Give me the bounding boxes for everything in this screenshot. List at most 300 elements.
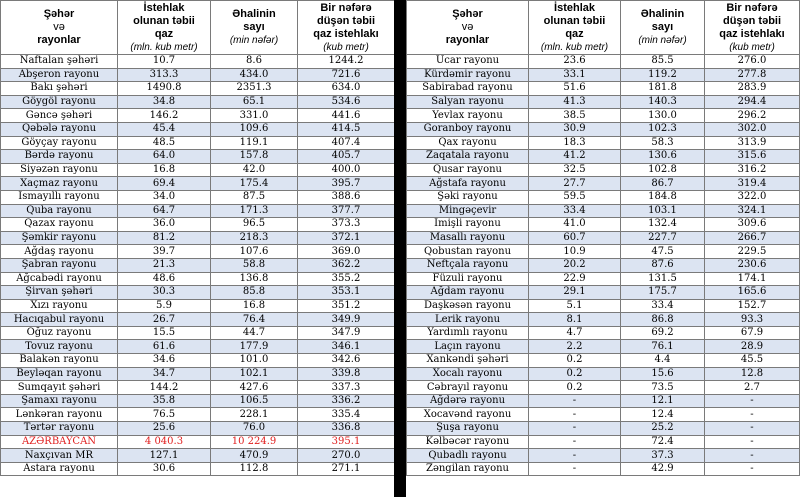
header-gas-consumed: İstehlak olunan təbii qaz (mln. kub metr): [529, 1, 621, 55]
cell-region: Cəbrayıl rayonu: [407, 381, 529, 395]
cell-gas-consumed: 35.8: [118, 394, 211, 408]
cell-population: 109.6: [211, 122, 298, 136]
cell-per-capita: 395.1: [298, 435, 395, 449]
cell-population: 103.1: [621, 204, 705, 218]
cell-region: Ağdaş rayonu: [1, 245, 118, 259]
right-table-section: [406, 0, 799, 476]
cell-gas-consumed: 64.0: [118, 150, 211, 164]
table-row: [1, 422, 395, 436]
cell-gas-consumed: 1490.8: [118, 82, 211, 96]
cell-per-capita: 395.7: [298, 177, 395, 191]
cell-gas-consumed: 30.6: [118, 462, 211, 476]
header-per-capita: Bir nəfərə düşən təbii qaz istehlakı (kub metr): [705, 1, 800, 55]
cell-population: 33.4: [621, 299, 705, 313]
cell-gas-consumed: 60.7: [529, 231, 621, 245]
cell-per-capita: 302.0: [705, 122, 800, 136]
cell-per-capita: 347.9: [298, 326, 395, 340]
table-row: [407, 231, 800, 245]
table-row: [1, 408, 395, 422]
cell-gas-consumed: -: [529, 394, 621, 408]
cell-region: Qəbələ rayonu: [1, 122, 118, 136]
cell-population: 10 224.9: [211, 435, 298, 449]
cell-population: 131.5: [621, 272, 705, 286]
cell-gas-consumed: -: [529, 462, 621, 476]
cell-region: Laçın rayonu: [407, 340, 529, 354]
cell-gas-consumed: 51.6: [529, 82, 621, 96]
cell-population: 136.8: [211, 272, 298, 286]
cell-region: Salyan rayonu: [407, 95, 529, 109]
cell-gas-consumed: -: [529, 435, 621, 449]
column-divider: [394, 0, 406, 497]
cell-gas-consumed: 45.4: [118, 122, 211, 136]
table-row: [1, 109, 395, 123]
cell-population: 47.5: [621, 245, 705, 259]
cell-gas-consumed: 34.8: [118, 95, 211, 109]
cell-population: 331.0: [211, 109, 298, 123]
cell-region: Naftalan şəhəri: [1, 55, 118, 69]
cell-region: Xocalı rayonu: [407, 367, 529, 381]
cell-population: 171.3: [211, 204, 298, 218]
table-row: [1, 354, 395, 368]
cell-population: 130.0: [621, 109, 705, 123]
cell-region: İsmayıllı rayonu: [1, 190, 118, 204]
cell-per-capita: 266.7: [705, 231, 800, 245]
cell-per-capita: 355.2: [298, 272, 395, 286]
cell-gas-consumed: 23.6: [529, 55, 621, 69]
table-row: [1, 367, 395, 381]
cell-population: 73.5: [621, 381, 705, 395]
cell-per-capita: 2.7: [705, 381, 800, 395]
cell-per-capita: 67.9: [705, 326, 800, 340]
cell-per-capita: 336.8: [298, 422, 395, 436]
table-row: [1, 95, 395, 109]
cell-gas-consumed: 69.4: [118, 177, 211, 191]
cell-gas-consumed: 25.6: [118, 422, 211, 436]
table-row: [1, 394, 395, 408]
cell-gas-consumed: 33.4: [529, 204, 621, 218]
cell-per-capita: 400.0: [298, 163, 395, 177]
cell-per-capita: 315.6: [705, 150, 800, 164]
cell-region: Naxçıvan MR: [1, 449, 118, 463]
table-row: [407, 82, 800, 96]
table-row: [407, 163, 800, 177]
cell-gas-consumed: 81.2: [118, 231, 211, 245]
table-row: [1, 286, 395, 300]
table-row: [407, 272, 800, 286]
table-row: [407, 299, 800, 313]
cell-region: Tovuz rayonu: [1, 340, 118, 354]
cell-population: 119.1: [211, 136, 298, 150]
cell-population: 227.7: [621, 231, 705, 245]
cell-per-capita: -: [705, 462, 800, 476]
cell-per-capita: 313.9: [705, 136, 800, 150]
cell-region: Qobustan rayonu: [407, 245, 529, 259]
table-row: [1, 449, 395, 463]
cell-region: Mingəçevir: [407, 204, 529, 218]
cell-region: Ağstafa rayonu: [407, 177, 529, 191]
cell-population: 44.7: [211, 326, 298, 340]
table-row: [407, 286, 800, 300]
left-table: [0, 0, 395, 476]
cell-region: Şirvan şəhəri: [1, 286, 118, 300]
table-row: [1, 177, 395, 191]
cell-region: İmişli rayonu: [407, 218, 529, 232]
cell-gas-consumed: 4.7: [529, 326, 621, 340]
cell-region: Şəki rayonu: [407, 190, 529, 204]
cell-gas-consumed: -: [529, 449, 621, 463]
table-row: [1, 245, 395, 259]
table-row: [1, 272, 395, 286]
left-header-row: [1, 1, 395, 55]
cell-region: Füzuli rayonu: [407, 272, 529, 286]
cell-per-capita: 337.3: [298, 381, 395, 395]
cell-region: Ağcabədi rayonu: [1, 272, 118, 286]
cell-region: Daşkəsən rayonu: [407, 299, 529, 313]
cell-region: Şabran rayonu: [1, 258, 118, 272]
cell-per-capita: 349.9: [298, 313, 395, 327]
table-row: [407, 462, 800, 476]
cell-region: Oğuz rayonu: [1, 326, 118, 340]
table-row: [407, 245, 800, 259]
cell-gas-consumed: 33.1: [529, 68, 621, 82]
table-row: [407, 122, 800, 136]
table-row: [1, 190, 395, 204]
table-row: [407, 258, 800, 272]
table-row: [1, 462, 395, 476]
cell-per-capita: 12.8: [705, 367, 800, 381]
cell-gas-consumed: 76.5: [118, 408, 211, 422]
cell-population: 175.4: [211, 177, 298, 191]
cell-population: 58.8: [211, 258, 298, 272]
cell-region: Lənkəran rayonu: [1, 408, 118, 422]
table-row: [407, 109, 800, 123]
cell-per-capita: 339.8: [298, 367, 395, 381]
cell-population: 228.1: [211, 408, 298, 422]
cell-gas-consumed: 26.7: [118, 313, 211, 327]
cell-per-capita: 165.6: [705, 286, 800, 300]
cell-region: Xankəndi şəhəri: [407, 354, 529, 368]
cell-population: 16.8: [211, 299, 298, 313]
cell-gas-consumed: 10.7: [118, 55, 211, 69]
cell-per-capita: -: [705, 449, 800, 463]
table-row: [407, 326, 800, 340]
cell-gas-consumed: 5.9: [118, 299, 211, 313]
cell-gas-consumed: 8.1: [529, 313, 621, 327]
right-header-row: [407, 1, 800, 55]
cell-per-capita: 230.6: [705, 258, 800, 272]
cell-population: 218.3: [211, 231, 298, 245]
cell-population: 12.1: [621, 394, 705, 408]
cell-gas-consumed: 146.2: [118, 109, 211, 123]
table-row: [407, 204, 800, 218]
cell-region: Sabirabad rayonu: [407, 82, 529, 96]
cell-region: Beyləqan rayonu: [1, 367, 118, 381]
cell-gas-consumed: 34.7: [118, 367, 211, 381]
cell-population: 76.0: [211, 422, 298, 436]
table-row: [407, 136, 800, 150]
table-row: [1, 136, 395, 150]
table-row: [407, 150, 800, 164]
cell-population: 37.3: [621, 449, 705, 463]
cell-population: 140.3: [621, 95, 705, 109]
cell-gas-consumed: 2.2: [529, 340, 621, 354]
cell-population: 96.5: [211, 218, 298, 232]
cell-region: Ağdərə rayonu: [407, 394, 529, 408]
cell-population: 175.7: [621, 286, 705, 300]
cell-per-capita: 316.2: [705, 163, 800, 177]
cell-per-capita: -: [705, 408, 800, 422]
cell-population: 4.4: [621, 354, 705, 368]
cell-gas-consumed: 48.5: [118, 136, 211, 150]
table-row: [1, 55, 395, 69]
cell-region: Zaqatala rayonu: [407, 150, 529, 164]
left-table-body: [1, 55, 395, 476]
table-row: [1, 258, 395, 272]
cell-per-capita: 1244.2: [298, 55, 395, 69]
table-row: [1, 326, 395, 340]
cell-population: 58.3: [621, 136, 705, 150]
table-row: [1, 299, 395, 313]
table-row: [407, 394, 800, 408]
table-row: [407, 313, 800, 327]
cell-per-capita: 28.9: [705, 340, 800, 354]
cell-region: Gəncə şəhəri: [1, 109, 118, 123]
cell-per-capita: 276.0: [705, 55, 800, 69]
cell-region: Astara rayonu: [1, 462, 118, 476]
cell-gas-consumed: 41.2: [529, 150, 621, 164]
cell-per-capita: 353.1: [298, 286, 395, 300]
cell-population: 177.9: [211, 340, 298, 354]
cell-per-capita: 388.6: [298, 190, 395, 204]
cell-region: Ağdam rayonu: [407, 286, 529, 300]
left-table-section: [0, 0, 394, 476]
table-row: [407, 354, 800, 368]
cell-gas-consumed: 18.3: [529, 136, 621, 150]
right-table: [406, 0, 800, 476]
cell-per-capita: 721.6: [298, 68, 395, 82]
table-row: [1, 313, 395, 327]
cell-region: Şuşa rayonu: [407, 422, 529, 436]
cell-population: 87.5: [211, 190, 298, 204]
cell-per-capita: 634.0: [298, 82, 395, 96]
cell-per-capita: 294.4: [705, 95, 800, 109]
cell-gas-consumed: 34.6: [118, 354, 211, 368]
table-row: [1, 218, 395, 232]
table-row: [407, 408, 800, 422]
cell-population: 112.8: [211, 462, 298, 476]
cell-per-capita: 336.2: [298, 394, 395, 408]
cell-population: 8.6: [211, 55, 298, 69]
cell-region: Yevlax rayonu: [407, 109, 529, 123]
cell-per-capita: 283.9: [705, 82, 800, 96]
cell-gas-consumed: 36.0: [118, 218, 211, 232]
table-row: [1, 340, 395, 354]
cell-population: 76.4: [211, 313, 298, 327]
cell-per-capita: -: [705, 422, 800, 436]
cell-population: 427.6: [211, 381, 298, 395]
cell-per-capita: 351.2: [298, 299, 395, 313]
cell-per-capita: 270.0: [298, 449, 395, 463]
cell-population: 102.1: [211, 367, 298, 381]
cell-per-capita: 342.6: [298, 354, 395, 368]
cell-gas-consumed: 22.9: [529, 272, 621, 286]
cell-population: 85.8: [211, 286, 298, 300]
cell-population: 106.5: [211, 394, 298, 408]
cell-region: Masallı rayonu: [407, 231, 529, 245]
cell-gas-consumed: 4 040.3: [118, 435, 211, 449]
table-row: [407, 435, 800, 449]
cell-region: AZƏRBAYCAN: [1, 435, 118, 449]
header-per-capita: Bir nəfərə düşən təbii qaz istehlakı (kub metr): [298, 1, 395, 55]
cell-gas-consumed: 5.1: [529, 299, 621, 313]
cell-per-capita: 362.2: [298, 258, 395, 272]
cell-region: Qusar rayonu: [407, 163, 529, 177]
cell-gas-consumed: 32.5: [529, 163, 621, 177]
cell-per-capita: 407.4: [298, 136, 395, 150]
cell-region: Xocavənd rayonu: [407, 408, 529, 422]
cell-per-capita: 369.0: [298, 245, 395, 259]
cell-population: 85.5: [621, 55, 705, 69]
cell-per-capita: 377.7: [298, 204, 395, 218]
cell-per-capita: 309.6: [705, 218, 800, 232]
cell-per-capita: 271.1: [298, 462, 395, 476]
cell-gas-consumed: 144.2: [118, 381, 211, 395]
table-row: [1, 204, 395, 218]
cell-population: 86.8: [621, 313, 705, 327]
cell-region: Göygöl rayonu: [1, 95, 118, 109]
table-row: [407, 55, 800, 69]
cell-per-capita: -: [705, 435, 800, 449]
cell-population: 101.0: [211, 354, 298, 368]
cell-region: Xızı rayonu: [1, 299, 118, 313]
cell-gas-consumed: 27.7: [529, 177, 621, 191]
right-table-body: [407, 55, 800, 476]
cell-region: Neftçala rayonu: [407, 258, 529, 272]
cell-per-capita: 534.6: [298, 95, 395, 109]
cell-gas-consumed: 10.9: [529, 245, 621, 259]
cell-gas-consumed: 15.5: [118, 326, 211, 340]
table-row: [1, 163, 395, 177]
cell-gas-consumed: -: [529, 408, 621, 422]
cell-region: Tərtər rayonu: [1, 422, 118, 436]
cell-per-capita: 405.7: [298, 150, 395, 164]
table-row: [407, 68, 800, 82]
cell-population: 65.1: [211, 95, 298, 109]
cell-gas-consumed: 41.0: [529, 218, 621, 232]
cell-population: 76.1: [621, 340, 705, 354]
cell-population: 86.7: [621, 177, 705, 191]
header-gas-consumed: İstehlak olunan təbii qaz (mln. kub metr): [118, 1, 211, 55]
table-row: [1, 150, 395, 164]
cell-population: 87.6: [621, 258, 705, 272]
cell-per-capita: 174.1: [705, 272, 800, 286]
cell-gas-consumed: 0.2: [529, 381, 621, 395]
cell-region: Lerik rayonu: [407, 313, 529, 327]
cell-gas-consumed: 39.7: [118, 245, 211, 259]
cell-per-capita: 296.2: [705, 109, 800, 123]
cell-region: Qubadlı rayonu: [407, 449, 529, 463]
table-row: [1, 435, 395, 449]
table-row: [407, 449, 800, 463]
cell-per-capita: 324.1: [705, 204, 800, 218]
cell-region: Ucar rayonu: [407, 55, 529, 69]
cell-gas-consumed: 61.6: [118, 340, 211, 354]
cell-region: Xaçmaz rayonu: [1, 177, 118, 191]
cell-gas-consumed: 38.5: [529, 109, 621, 123]
cell-population: 470.9: [211, 449, 298, 463]
cell-region: Şamaxı rayonu: [1, 394, 118, 408]
cell-population: 157.8: [211, 150, 298, 164]
table-row: [407, 190, 800, 204]
cell-region: Abşeron rayonu: [1, 68, 118, 82]
cell-population: 69.2: [621, 326, 705, 340]
table-row: [1, 381, 395, 395]
cell-gas-consumed: 48.6: [118, 272, 211, 286]
header-population: Əhalinin sayı (min nəfər): [211, 1, 298, 55]
cell-population: 119.2: [621, 68, 705, 82]
cell-per-capita: 322.0: [705, 190, 800, 204]
cell-per-capita: 229.5: [705, 245, 800, 259]
cell-region: Bərdə rayonu: [1, 150, 118, 164]
cell-population: 42.0: [211, 163, 298, 177]
cell-per-capita: -: [705, 394, 800, 408]
cell-region: Kürdəmir rayonu: [407, 68, 529, 82]
table-row: [407, 367, 800, 381]
cell-per-capita: 373.3: [298, 218, 395, 232]
table-row: [1, 122, 395, 136]
cell-population: 434.0: [211, 68, 298, 82]
cell-region: Qax rayonu: [407, 136, 529, 150]
cell-population: 12.4: [621, 408, 705, 422]
cell-gas-consumed: -: [529, 422, 621, 436]
table-row: [407, 177, 800, 191]
cell-gas-consumed: 20.2: [529, 258, 621, 272]
cell-region: Siyəzən rayonu: [1, 163, 118, 177]
cell-gas-consumed: 30.3: [118, 286, 211, 300]
header-population: Əhalinin sayı (min nəfər): [621, 1, 705, 55]
cell-region: Sumqayıt şəhəri: [1, 381, 118, 395]
cell-gas-consumed: 59.5: [529, 190, 621, 204]
cell-per-capita: 93.3: [705, 313, 800, 327]
cell-gas-consumed: 21.3: [118, 258, 211, 272]
cell-per-capita: 414.5: [298, 122, 395, 136]
cell-region: Quba rayonu: [1, 204, 118, 218]
table-row: [407, 381, 800, 395]
cell-region: Şəmkir rayonu: [1, 231, 118, 245]
cell-gas-consumed: 127.1: [118, 449, 211, 463]
cell-region: Kəlbəcər rayonu: [407, 435, 529, 449]
cell-region: Qazax rayonu: [1, 218, 118, 232]
cell-per-capita: 45.5: [705, 354, 800, 368]
table-row: [407, 422, 800, 436]
cell-region: Göyçay rayonu: [1, 136, 118, 150]
cell-population: 72.4: [621, 435, 705, 449]
cell-gas-consumed: 0.2: [529, 354, 621, 368]
cell-region: Balakən rayonu: [1, 354, 118, 368]
cell-population: 181.8: [621, 82, 705, 96]
cell-gas-consumed: 16.8: [118, 163, 211, 177]
cell-population: 15.6: [621, 367, 705, 381]
cell-gas-consumed: 41.3: [529, 95, 621, 109]
cell-per-capita: 372.1: [298, 231, 395, 245]
cell-population: 25.2: [621, 422, 705, 436]
cell-per-capita: 277.8: [705, 68, 800, 82]
table-row: [407, 95, 800, 109]
cell-region: Goranboy rayonu: [407, 122, 529, 136]
table-row: [1, 68, 395, 82]
cell-population: 130.6: [621, 150, 705, 164]
header-region: Şəhər və rayonlar: [407, 1, 529, 55]
